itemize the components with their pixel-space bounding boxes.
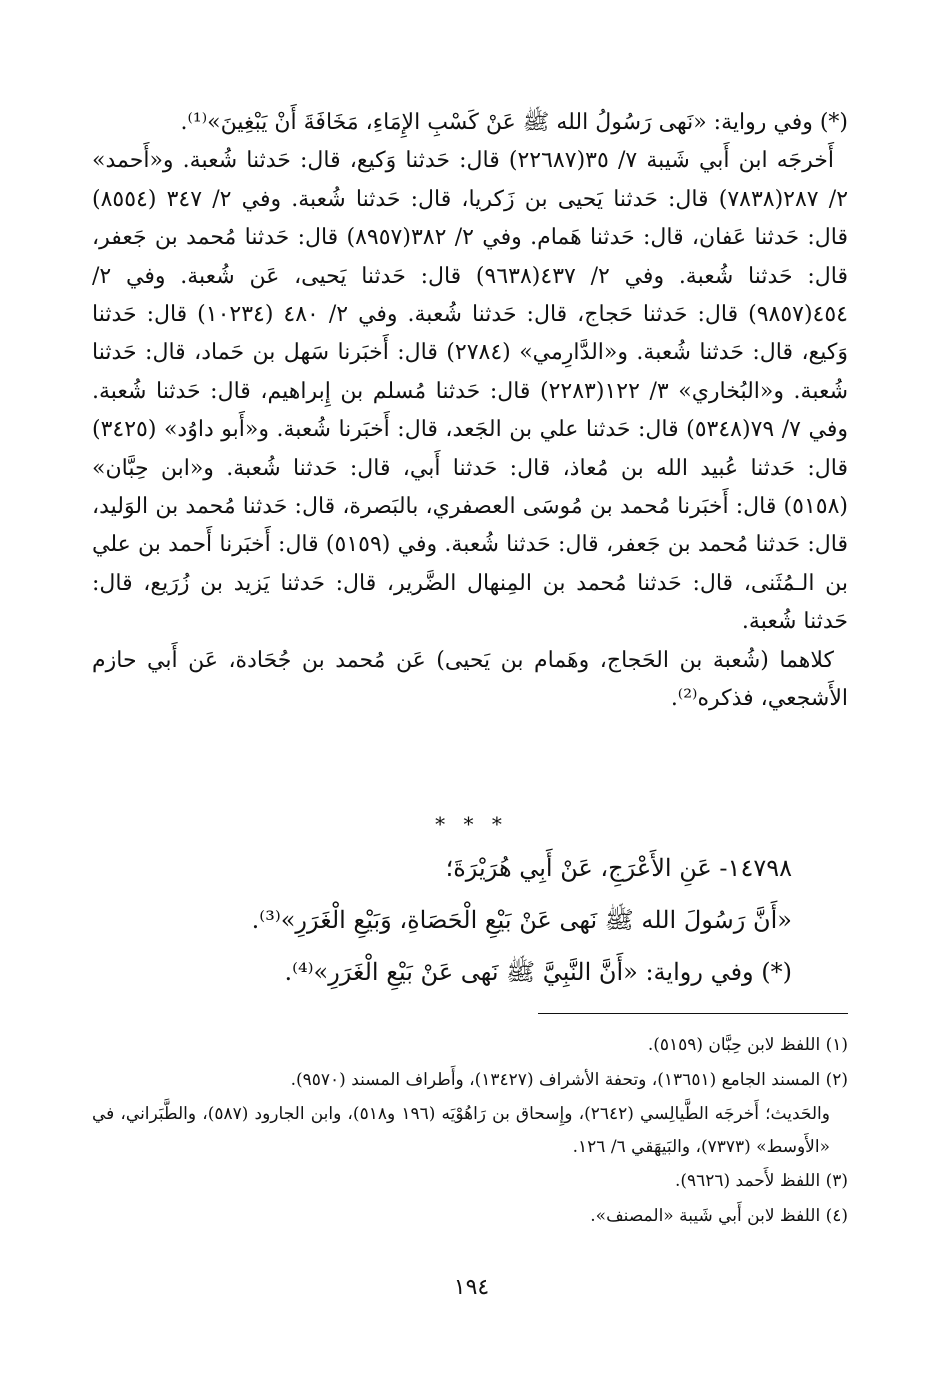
footnote-3: (٣) اللفظ لأَحمد (٩٦٢٦). [674,1171,848,1191]
hadith-entry [92,842,792,998]
narration-variant: (*) وفي رواية: «نَهى رَسُولُ الله ﷺ عَنْ كَسْبِ الإِمَاءِ، مَخَافَةَ أَنْ يَبْغِينَ»⁽¹⁾. [180,110,848,135]
footnote-divider [538,1013,848,1014]
main-text [92,104,848,719]
footnote-4: (٤) اللفظ لابن أَبي شَيبة «المصنف». [590,1206,848,1226]
hadith-heading: ١٤٧٩٨- عَنِ الأَعْرَجِ، عَنْ أَبِي هُرَيْرَةَ؛ [445,854,792,882]
takhrij-paragraph: أَخرجَه ابن أَبي شَيبة ٧/ ٣٥(٢٢٦٨٧) قال: حَدثنا وَكيع، قال: حَدثنا شُعبة. و«أَحمد» ٢/ ٢٨٧(٧٨٣٨) قال: حَدثنا يَحيى بن زَكريا، قال: حَدثنا شُعبة. وفي ٢/ ٣٤٧ (٨٥٥٤) قال: حَدثنا عَفان، قال: حَدثنا هَمام. وفي ٢/ ٣٨٢(٨٩٥٧) قال: حَدثنا مُحمد بن جَعفر، قال: حَدثنا شُعبة. وفي ٢/ ٤٣٧(٩٦٣٨) قال: حَدثنا يَحيى، عَن شُعبة. وفي ٢/ ٤٥٤(٩٨٥٧) قال: حَدثنا حَجاج، قال: حَدثنا شُعبة. وفي ٢/ ٤٨٠ (١٠٢٣٤) قال: حَدثنا وَكيع، قال: حَدثنا شُعبة. و«الدَّارِمي» (٢٧٨٤) قال: أَخبَرنا سَهل بن حَماد، قال: حَدثنا شُعبة. و«البُخاري» ٣/ ١٢٢(٢٢٨٣) قال: حَدثنا مُسلم بن إِبراهيم، قال: حَدثنا شُعبة. وفي ٧/ ٧٩(٥٣٤٨) قال: حَدثنا علي بن الجَعد، قال: أَخبَرنا شُعبة. و«أَبو داوُد» (٣٤٢٥) قال: حَدثنا عُبيد الله بن مُعاذ، قال: حَدثنا أَبي، قال: حَدثنا شُعبة. و«ابن حِبَّان» (٥١٥٨) قال: أَخبَرنا مُحمد بن مُوسَى العصفري، بالبَصرة، قال: حَدثنا مُحمد بن الوَليد، قال: حَدثنا مُحمد بن جَعفر، قال: حَدثنا شُعبة. وفي (٥١٥٩) قال: أَخبَرنا أَحمد بن علي بن الـمُثَنى، قال: حَدثنا مُحمد بن المِنهال الضَّرير، قال: حَدثنا يَزيد بن زُرَيع، قال: حَدثنا شُعبة. [92,148,849,635]
footnote-2-continuation: والحَديث؛ أَخرجَه الطَّيالِسي (٢٦٤٢)، وإِسحاق بن رَاهُوْيَه (١٩٦ و٥١٨)، وابن الجارود (٥٨٧)، والطَّبَراني، في «الأَوسط» (٧٣٧٣)، والبَيهَقي ٦/ ١٢٦. [92,1104,830,1157]
section-separator: * * * [435,812,508,836]
footnote-2: (٢) المسند الجامع (١٣٦٥١)، وتحفة الأشراف (١٣٤٢٧)، وأَطراف المسند (٩٥٧٠). [290,1070,848,1090]
hadith-variant: (*) وفي رواية: «أَنَّ النَّبِيَّ ﷺ نَهى عَنْ بَيْعِ الْغَرَرِ»⁽⁴⁾. [284,958,792,986]
summary-paragraph: كلاهما (شُعبة بن الحَجاج، وهَمام بن يَحيى) عَن مُحمد بن جُحَادة، عَن أَبي حازم الأَشجعي، فذكره⁽²⁾. [92,647,848,712]
page-number: ١٩٤ [453,1275,490,1300]
footnote-1: (١) اللفظ لابن حِبَّان (٥١٥٩). [647,1035,848,1055]
footnotes [92,1028,848,1234]
hadith-text: «أَنَّ رَسُولَ الله ﷺ نَهى عَنْ بَيْعِ الْحَصَاةِ، وَبَيْعِ الْغَرَرِ»⁽³⁾. [251,906,792,934]
